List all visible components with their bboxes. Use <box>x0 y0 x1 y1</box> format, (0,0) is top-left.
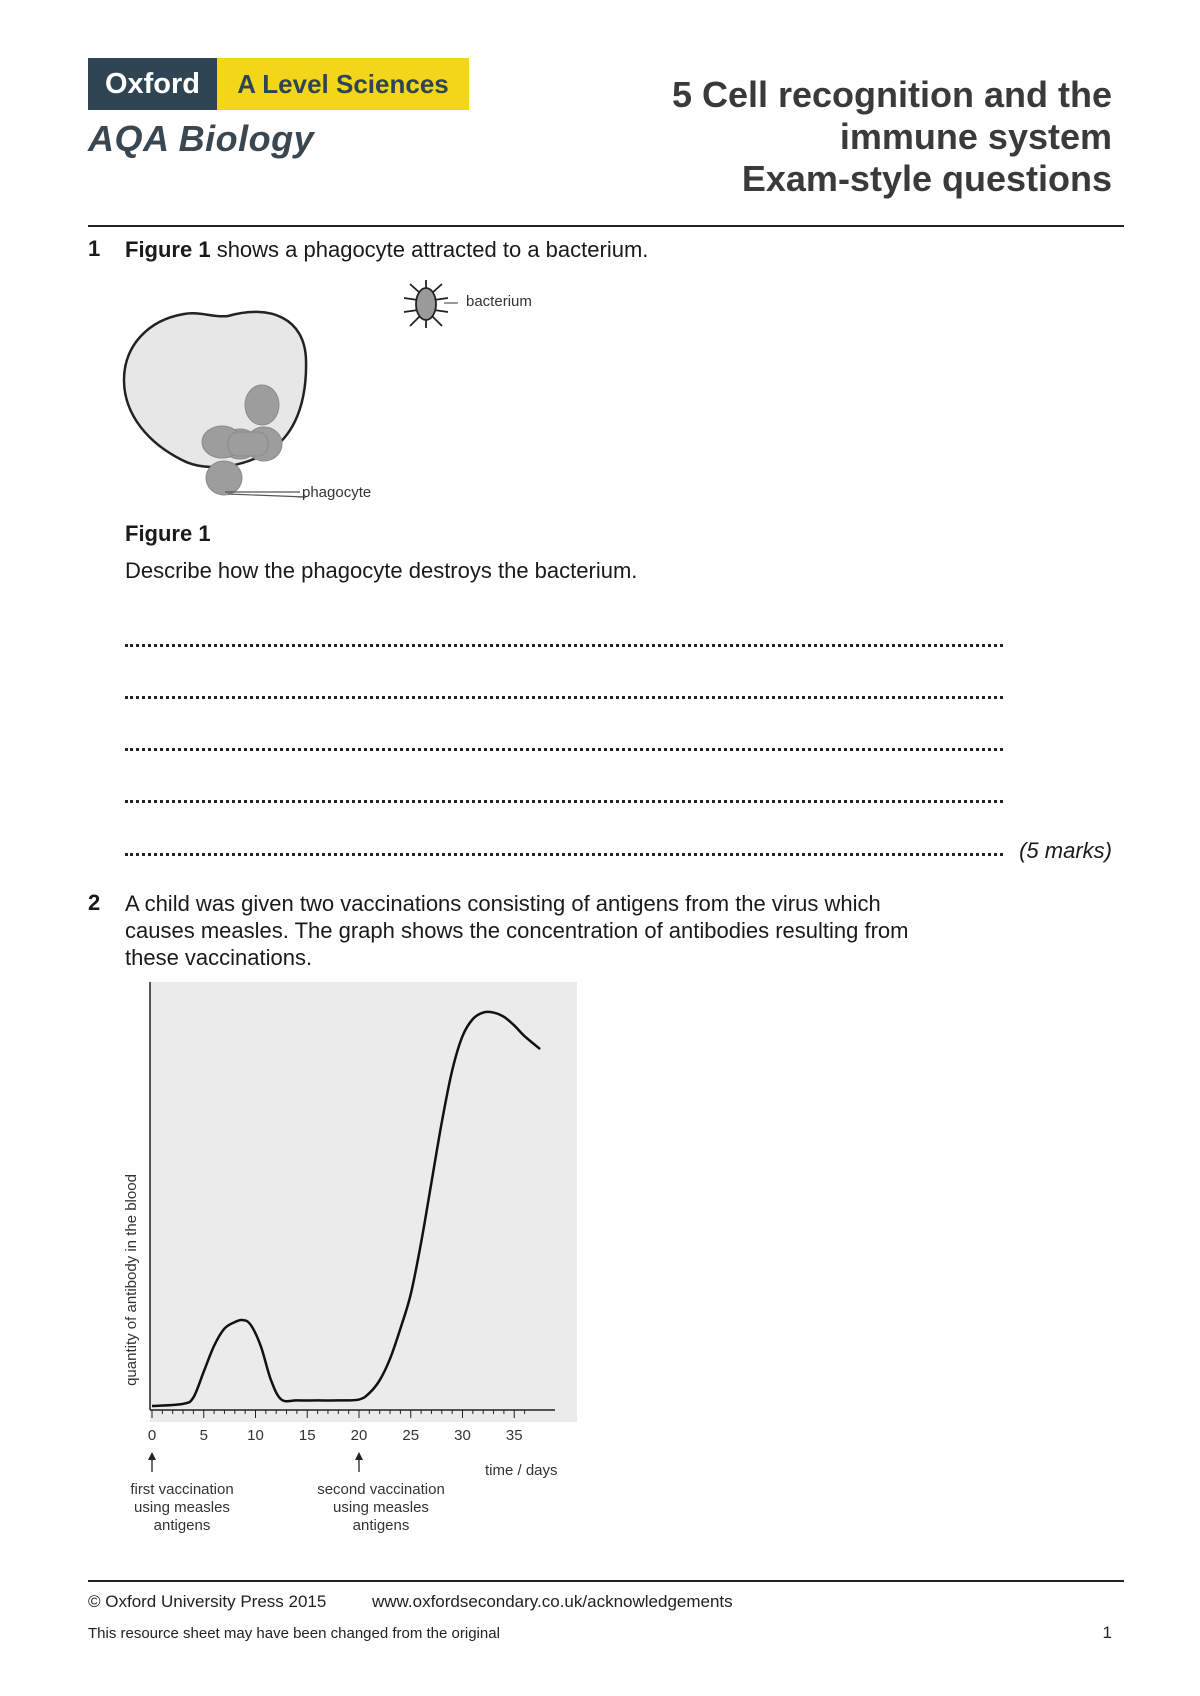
antibody-chart <box>100 970 600 1550</box>
answer-line[interactable] <box>125 748 1003 751</box>
arrowhead-icon <box>355 1452 363 1460</box>
page-number: 1 <box>1102 1623 1112 1642</box>
x-tick-label: 25 <box>402 1427 420 1444</box>
question-1-prompt: Describe how the phagocyte destroys the bacterium. <box>125 558 638 583</box>
header-rule <box>88 225 1124 227</box>
chart-annotations <box>130 1452 444 1534</box>
annotation-text: using measles <box>333 1499 429 1516</box>
question-2-line-2: causes measles. The graph shows the concentration of antibodies resulting from <box>125 918 909 943</box>
bacterium-cell <box>404 280 448 328</box>
question-1-number: 1 <box>88 236 101 261</box>
figure-ref: Figure 1 <box>125 237 211 262</box>
x-axis-label: time / days <box>485 1462 558 1479</box>
chapter-title-line-2: immune system <box>839 116 1112 157</box>
y-axis-label: quantity of antibody in the blood <box>123 1174 140 1386</box>
phagocyte-pointer <box>225 485 305 497</box>
chapter-title-line-3: Exam-style questions <box>741 158 1112 199</box>
x-tick-label: 20 <box>350 1427 368 1444</box>
brand-sciences-logo: A Level Sciences <box>217 58 469 110</box>
footer-note: This resource sheet may have been changed from the original <box>88 1625 500 1642</box>
x-tick-label: 30 <box>454 1427 471 1444</box>
x-tick-label: 0 <box>147 1427 157 1444</box>
answer-line[interactable] <box>125 696 1003 699</box>
footer-copyright: © Oxford University Press 2015 <box>88 1592 327 1611</box>
chapter-title-line-1: 5 Cell recognition and the <box>671 74 1112 115</box>
question-1-intro <box>125 236 648 263</box>
x-tick-label: 35 <box>505 1427 523 1444</box>
answer-line[interactable] <box>125 853 1003 856</box>
chapter-title <box>672 74 1112 200</box>
footer-rule <box>88 1580 1124 1582</box>
annotation-text: first vaccination <box>130 1481 234 1498</box>
vaccination-annotation <box>317 1452 445 1534</box>
chart-background <box>150 982 577 1422</box>
annotation-text: using measles <box>134 1499 230 1516</box>
figure-1-caption: Figure 1 <box>125 521 211 546</box>
question-1-marks: (5 marks) <box>1019 838 1112 863</box>
question-2-line-1: A child was given two vaccinations consisting of antigens from the virus which <box>125 891 881 916</box>
arrowhead-icon <box>148 1452 156 1460</box>
vaccination-annotation <box>130 1452 233 1534</box>
answer-line[interactable] <box>125 800 1003 803</box>
question-2-number: 2 <box>88 890 101 915</box>
footer-url[interactable]: www.oxfordsecondary.co.uk/acknowledgements <box>372 1592 733 1611</box>
annotation-text: antigens <box>352 1517 410 1534</box>
question-2-text <box>125 890 908 971</box>
phagocyte-label: phagocyte <box>302 484 372 501</box>
annotation-text: second vaccination <box>317 1481 445 1498</box>
answer-line[interactable] <box>125 644 1003 647</box>
x-tick-label: 5 <box>199 1427 208 1444</box>
question-1-intro-text: shows a phagocyte attracted to a bacterium. <box>210 237 649 262</box>
question-2-line-3: these vaccinations. <box>125 945 313 970</box>
annotation-text: antigens <box>153 1517 211 1534</box>
subject-title: AQA Biology <box>88 118 315 159</box>
x-tick-label: 15 <box>298 1427 316 1444</box>
x-tick-labels <box>148 1427 523 1444</box>
x-tick-label: 10 <box>247 1427 264 1444</box>
bacterium-label: bacterium <box>466 293 532 310</box>
brand-oxford-logo: Oxford <box>88 58 217 110</box>
